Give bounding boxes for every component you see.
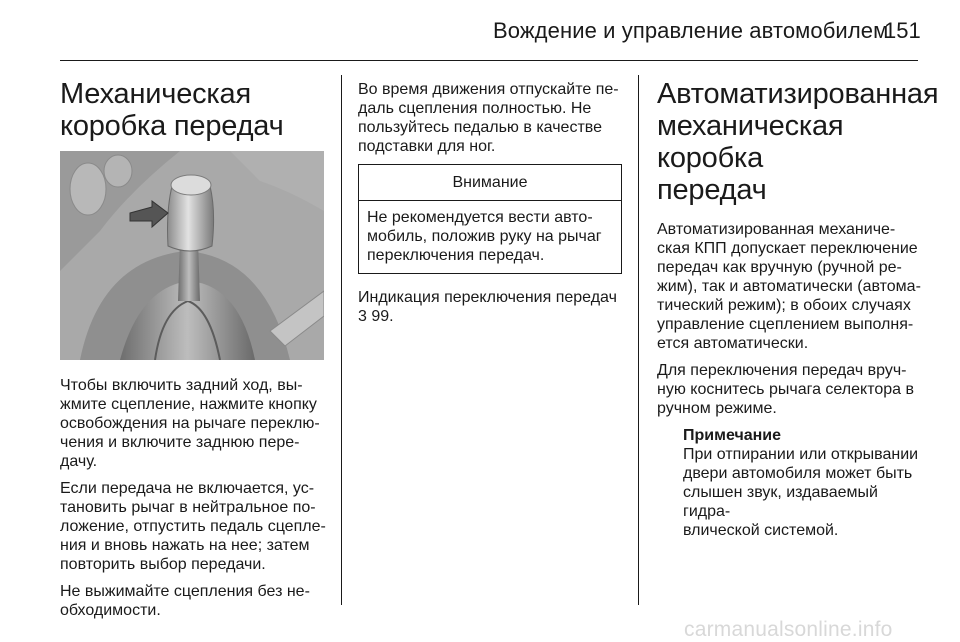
left-column: [60, 78, 332, 142]
running-header-title: Вождение и управление автомобилем: [493, 18, 889, 43]
paragraph-manual-mode: Для переключения передач вруч- ную коснитесь рычага селектора в ручном режиме.: [657, 362, 914, 417]
section-heading-manual-gearbox: [60, 78, 332, 142]
heading-line: коробка передач: [60, 110, 284, 142]
heading-line: механическая коробка: [657, 110, 844, 174]
column-divider-2: [638, 75, 639, 605]
warning-text: Не рекомендуется вести авто- мобиль, положив руку на рычаг переключения передач.: [367, 209, 602, 264]
heading-line: передач: [657, 174, 767, 206]
paragraph-automated-description: Автоматизированная механиче- ская КПП допускает переключение передач как вручную (ручной ре- жим), так и автоматически (автома- тический режим); в обоих случаях управление сцеплением выполня- ется автоматически.: [657, 221, 921, 352]
left-column-text: [60, 376, 332, 628]
section-heading-automated-gearbox: [657, 78, 939, 206]
warning-title: Внимание: [359, 165, 621, 201]
paragraph-shift-indication: Индикация переключения передач 3 99.: [358, 289, 617, 325]
watermark: carmanualsonline.info: [684, 618, 893, 641]
right-column: [657, 78, 939, 540]
header-rule: [60, 60, 918, 61]
warning-box: [358, 164, 622, 274]
middle-column: [358, 80, 622, 334]
heading-line: Автоматизированная: [657, 78, 939, 110]
gear-lever-illustration: [60, 151, 324, 360]
paragraph-clutch-release: Во время движения отпускайте пе- даль сцепления полностью. Не пользуйтесь педалью в качестве подставки для ног.: [358, 81, 619, 155]
paragraph-reverse-gear: Чтобы включить задний ход, вы- жмите сцепление, нажмите кнопку освобождения на рычаге переклю- чения и включите заднюю пере- дачу.: [60, 377, 320, 470]
heading-line: Механическая: [60, 78, 251, 110]
paragraph-gear-not-engaged: Если передача не включается, ус- тановить рычаг в нейтральное по- ложение, отпустить педаль сцепле- ния и вновь нажать на нее; затем повторить выбор передачи.: [60, 480, 326, 573]
page-reference-link[interactable]: 3 99.: [358, 308, 394, 325]
column-divider-1: [341, 75, 342, 605]
note-text: При отпирании или открывании двери автомобиля может быть слышен звук, издаваемый гидра- влической системой.: [683, 446, 919, 539]
note-title: Примечание: [683, 427, 782, 444]
gear-lever-drawing: [60, 151, 324, 360]
paragraph-clutch-advice: Не выжимайте сцепления без не- обходимости.: [60, 583, 310, 619]
note-block: [657, 426, 921, 540]
page-number: 151: [884, 18, 921, 43]
